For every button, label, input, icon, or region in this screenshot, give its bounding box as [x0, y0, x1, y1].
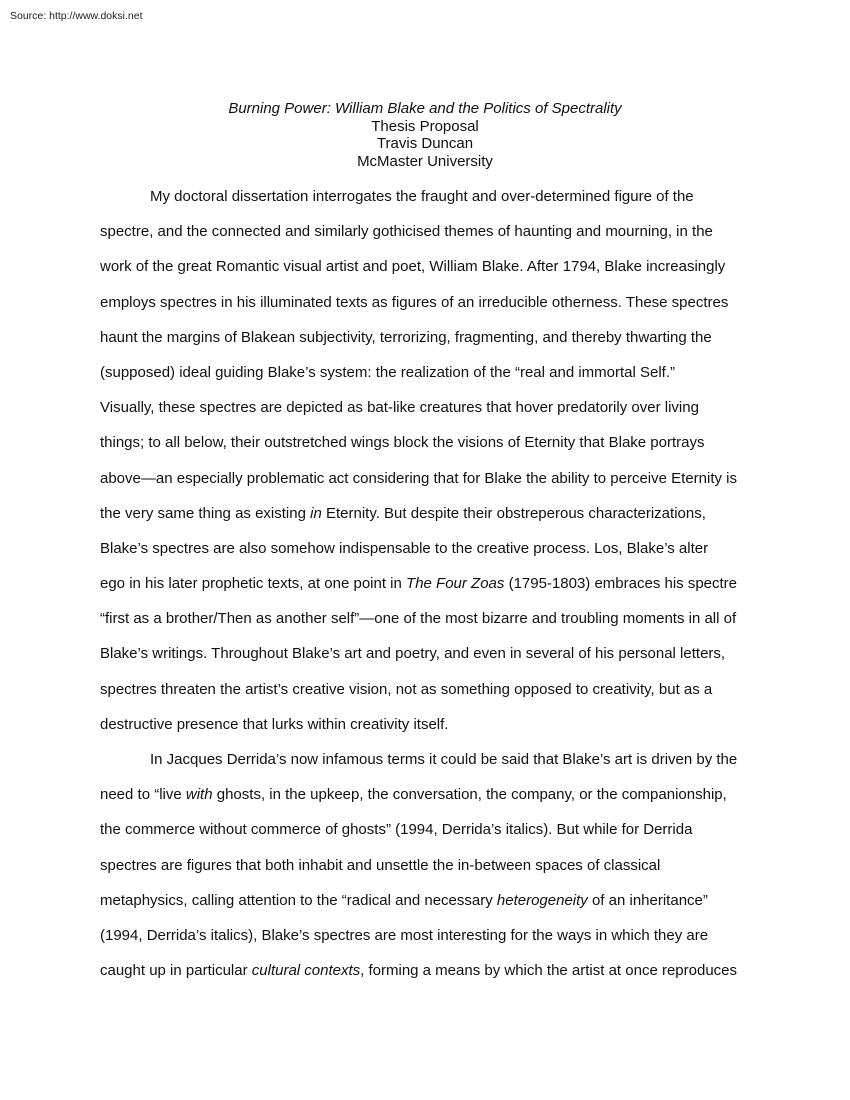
- text-line: [100, 539, 760, 574]
- text-line: [100, 715, 760, 750]
- text-line: [100, 293, 760, 328]
- text-segment: (1994, Derrida’s italics), Blake’s spectres are most interesting for the ways in which they are: [100, 926, 709, 944]
- paragraph: [100, 187, 760, 750]
- text-line: [100, 891, 760, 926]
- italic-text: with: [185, 786, 213, 804]
- text-segment: haunt the margins of Blakean subjectivity, terrorizing, fragmenting, and thereby thwarting the: [100, 328, 712, 346]
- text-segment: the commerce without commerce of ghosts” (1994, Derrida’s italics). But while for Derrida: [100, 821, 693, 839]
- text-segment: ego in his later prophetic texts, at one point in: [100, 575, 407, 593]
- text-line: [100, 469, 760, 504]
- text-line: [100, 398, 760, 433]
- text-line: [100, 504, 760, 539]
- italic-text: heterogeneity: [496, 891, 588, 909]
- text-segment: Visually, these spectres are depicted as bat-like creatures that hover predatorily over living: [100, 399, 699, 417]
- text-segment: things; to all below, their outstretched wings block the visions of Eternity that Blake portrays: [100, 434, 705, 452]
- text-segment: ghosts, in the upkeep, the conversation, the company, or the companionship,: [212, 786, 727, 804]
- text-segment: Eternity. But despite their obstreperous characterizations,: [321, 504, 706, 522]
- text-line: [100, 785, 760, 820]
- text-segment: , forming a means by which the artist at once reproduces: [360, 962, 738, 980]
- text-segment: spectres are figures that both inhabit and unsettle the in-between spaces of classical: [100, 856, 661, 874]
- text-line: [100, 574, 760, 609]
- text-segment: the very same thing as existing: [100, 504, 311, 522]
- text-segment: caught up in particular: [100, 962, 252, 980]
- text-line: [100, 820, 760, 855]
- text-segment: Blake’s writings. Throughout Blake’s art and poetry, and even in several of his personal letters,: [100, 645, 726, 663]
- italic-text: in: [310, 504, 322, 522]
- text-segment: employs spectres in his illuminated texts as figures of an irreducible otherness. These spectres: [100, 293, 729, 311]
- italic-text: cultural contexts: [251, 962, 361, 980]
- text-line: [100, 926, 760, 961]
- text-line: [100, 328, 760, 363]
- paragraph: [100, 750, 760, 996]
- text-line: [100, 644, 760, 679]
- text-segment: My doctoral dissertation interrogates the fraught and over-determined figure of the: [150, 188, 694, 205]
- text-line: [100, 222, 760, 257]
- text-segment: Blake’s spectres are also somehow indispensable to the creative process. Los, Blake’s alter: [100, 539, 709, 557]
- document-subtitle: Thesis Proposal: [371, 117, 479, 135]
- text-segment: spectres threaten the artist’s creative vision, not as something opposed to creativity, but as a: [100, 680, 713, 698]
- text-line: [100, 750, 760, 785]
- text-line: [100, 856, 760, 891]
- text-segment: of an inheritance”: [587, 891, 708, 909]
- text-line: [100, 433, 760, 468]
- text-line: [100, 680, 760, 715]
- text-segment: above—an especially problematic act considering that for Blake the ability to perceive Eternity is: [100, 469, 737, 487]
- text-segment: metaphysics, calling attention to the “radical and necessary: [100, 891, 497, 909]
- italic-text: The Four Zoas: [406, 575, 505, 593]
- text-segment: (1795-1803) embraces his spectre: [504, 575, 738, 593]
- source-label: Source: http://www.doksi.net: [10, 10, 143, 22]
- text-line: [100, 187, 760, 222]
- text-segment: “first as a brother/Then as another self”—one of the most bizarre and troubling moments in all of: [100, 610, 737, 628]
- text-line: [100, 609, 760, 644]
- text-segment: destructive presence that lurks within creativity itself.: [100, 715, 449, 733]
- document-header: [0, 100, 850, 170]
- text-segment: (supposed) ideal guiding Blake’s system: the realization of the “real and immortal Self.”: [100, 363, 676, 381]
- text-segment: work of the great Romantic visual artist and poet, William Blake. After 1794, Blake increasingly: [100, 258, 726, 276]
- text-line: [100, 363, 760, 398]
- text-segment: spectre, and the connected and similarly gothicised themes of haunting and mourning, in the: [100, 223, 713, 241]
- author-name: Travis Duncan: [376, 135, 474, 152]
- text-segment: need to “live: [100, 786, 186, 804]
- text-line: [100, 961, 760, 996]
- document-body: [100, 187, 760, 996]
- text-line: [100, 257, 760, 292]
- document-title: Burning Power: William Blake and the Politics of Spectrality: [228, 100, 622, 117]
- text-segment: In Jacques Derrida’s now infamous terms it could be said that Blake’s art is driven by the: [150, 751, 738, 768]
- institution-name: McMaster University: [357, 152, 493, 170]
